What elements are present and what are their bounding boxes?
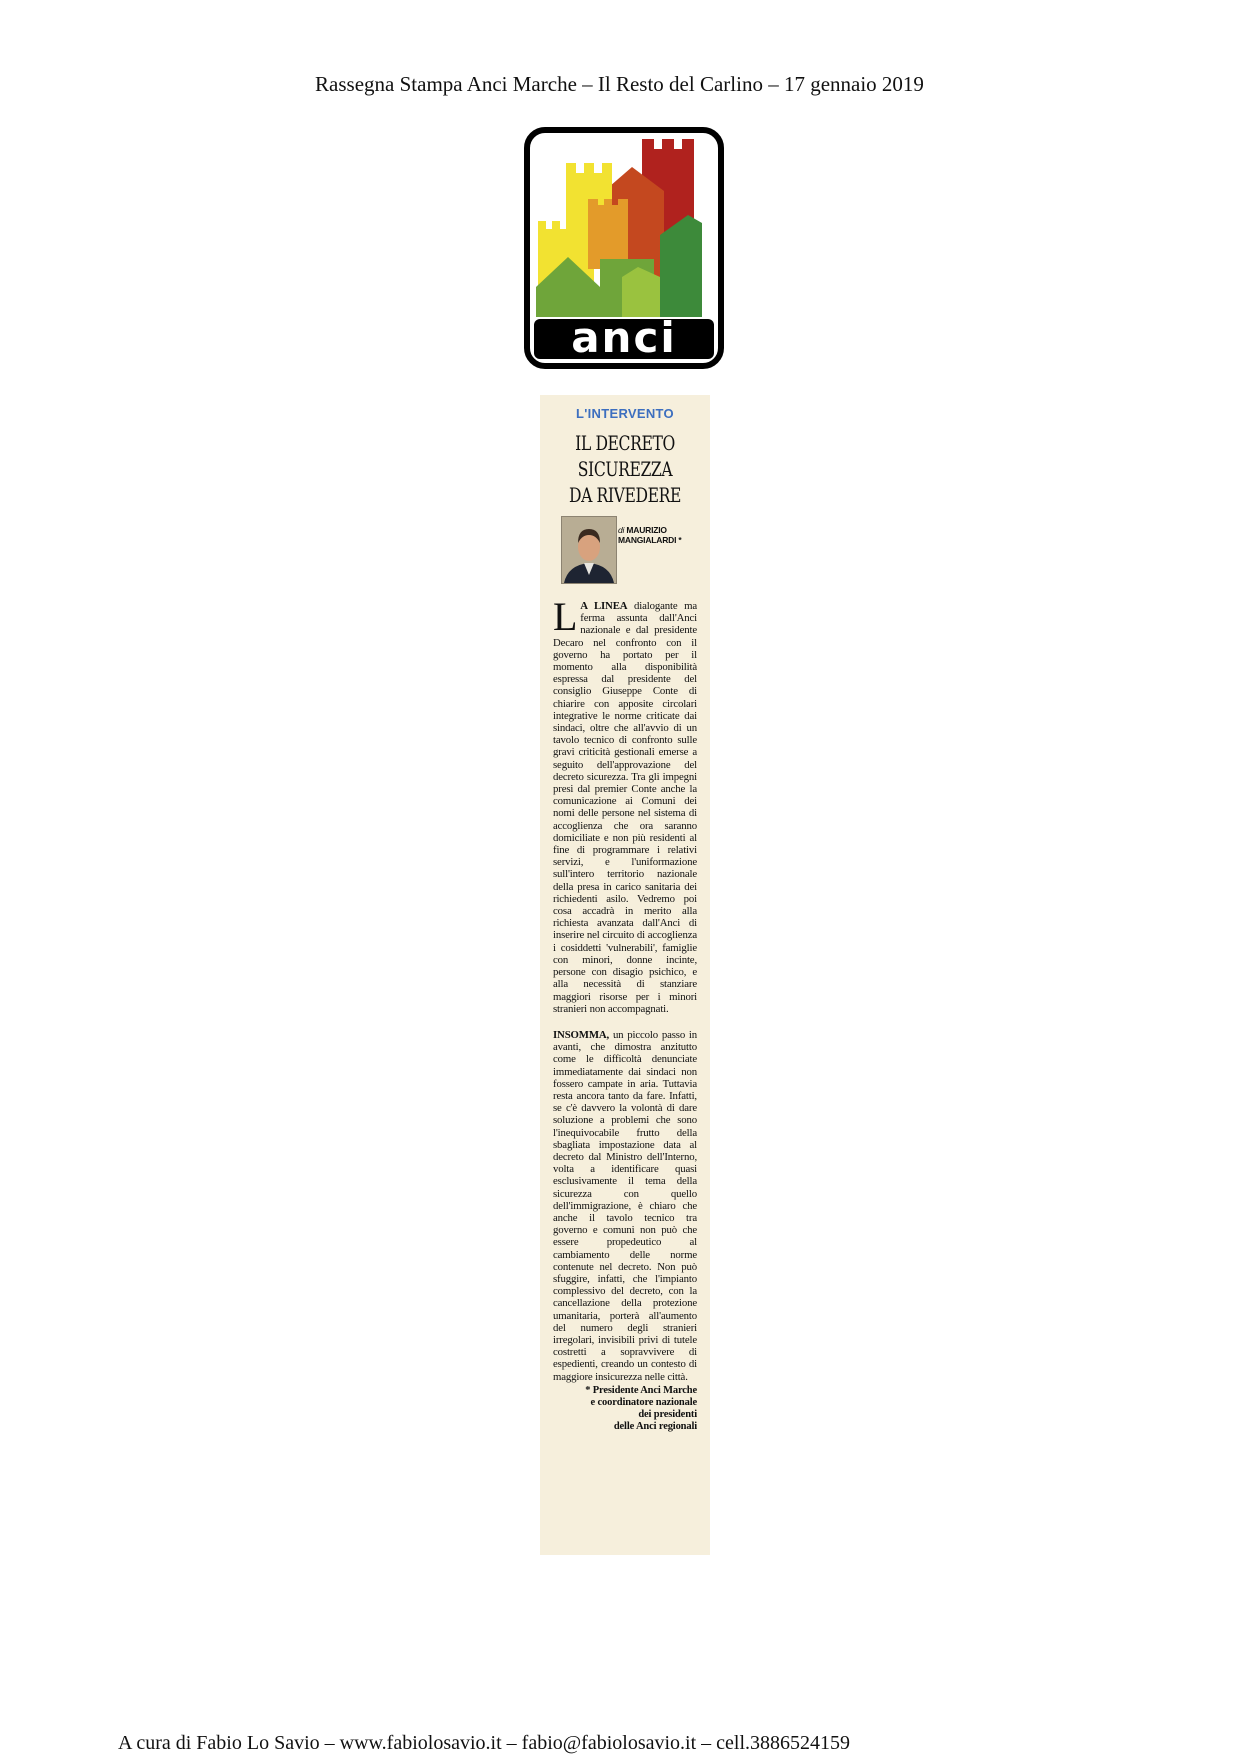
headline-line-1: IL DECRETO [575, 431, 675, 455]
author-photo [561, 516, 617, 584]
article-body [553, 594, 697, 1433]
logo-wordmark: anci [571, 313, 677, 362]
article-byline [618, 525, 708, 545]
page-header: Rassegna Stampa Anci Marche – Il Resto del Carlino – 17 gennaio 2019 [315, 72, 924, 96]
article-clipping [540, 395, 710, 1555]
logo-lightgreen-roof [622, 267, 660, 317]
author-signature [553, 1385, 697, 1433]
lead-words: A LINEA [580, 600, 628, 612]
page-footer: A cura di Fabio Lo Savio – www.fabiolosavio.it – fabio@fabiolosavio.it – cell.3886524159 [118, 1732, 851, 1754]
headline-line-3: DA RIVEDERE [568, 483, 682, 507]
article-headline [559, 430, 692, 508]
signature-line-4: delle Anci regionali [613, 1420, 697, 1432]
signature-line-3: dei presidenti [638, 1408, 697, 1420]
drop-cap: L [553, 594, 578, 639]
article-kicker: L'INTERVENTO [576, 406, 674, 421]
article-paragraph-2 [553, 1029, 697, 1383]
anci-logo [524, 127, 724, 369]
signature-line-2: e coordinatore nazionale [590, 1396, 697, 1408]
paragraph-1-text: dialogante ma ferma assunta dall'Anci nazionale e dal presidente Decaro nel confronto con il governo ha portato per il momento alla disponibilità espressa dal presidente del consiglio Giuseppe Conte di chiarire con apposite circolari integrative le norme criticate dai sindaci, oltre che all'avvio di un tavolo tecnico di confronto sulle gravi criticità gestionali emerse a seguito dell'approvazione del decreto sicurezza. Tra gli impegni presi dal premier Conte anche la comunicazione ai Comuni dei nomi delle persone nel sistema di accoglienza che ora saranno domiciliate e non più residenti al fine di programmare i relativi servizi, e l'uniformazione sull'intero territorio nazionale della presa in carico sanitaria dei richiedenti asilo. Vedremo poi cosa accadrà in merito alla richiesta avanzata dall'Anci di inserire nel circuito di accoglienza i cosiddetti 'vulnerabili', famiglie con minori, donne incinte, persone con disagio psichico, e alla necessità di stanziare maggiori risorse per i minori stranieri non accompagnati. [553, 600, 697, 1015]
headline-line-2: SICUREZZA [577, 457, 673, 481]
byline-author: MAURIZIO MANGIALARDI * [618, 525, 682, 545]
article-paragraph-1 [553, 594, 697, 1015]
lead-words-2: INSOMMA, [553, 1028, 610, 1041]
logo-orange-block [588, 199, 628, 269]
signature-line-1: * Presidente Anci Marche [585, 1384, 697, 1396]
paragraph-2-text: un piccolo passo in avanti, che dimostra anzitutto come le difficoltà denunciate immediatamente dai sindaci non fossero campate in aria. Tuttavia resta ancora tanto da fare. Infatti, se c'è davvero la volontà di dare soluzione a problemi che sono l'inequivocabile frutto della sbagliata impostazione data al decreto dal Ministro dell'Interno, volta a identificare quasi esclusivamente il tema della sicurezza con quello dell'immigrazione, è chiaro che anche il tavolo tecnico tra governo e comuni non può che essere propedeutico al cambiamento delle norme contenute nel decreto. Non può sfuggire, infatti, che l'impianto complessivo del decreto, con la cancellazione della protezione umanitaria, porterà all'aumento del numero degli stranieri irregolari, invisibili privi di tutele costretti a sopravvivere di espedienti, creando un contesto di maggiore insicurezza nelle città. [553, 1028, 697, 1383]
byline-prefix: di [618, 525, 625, 535]
